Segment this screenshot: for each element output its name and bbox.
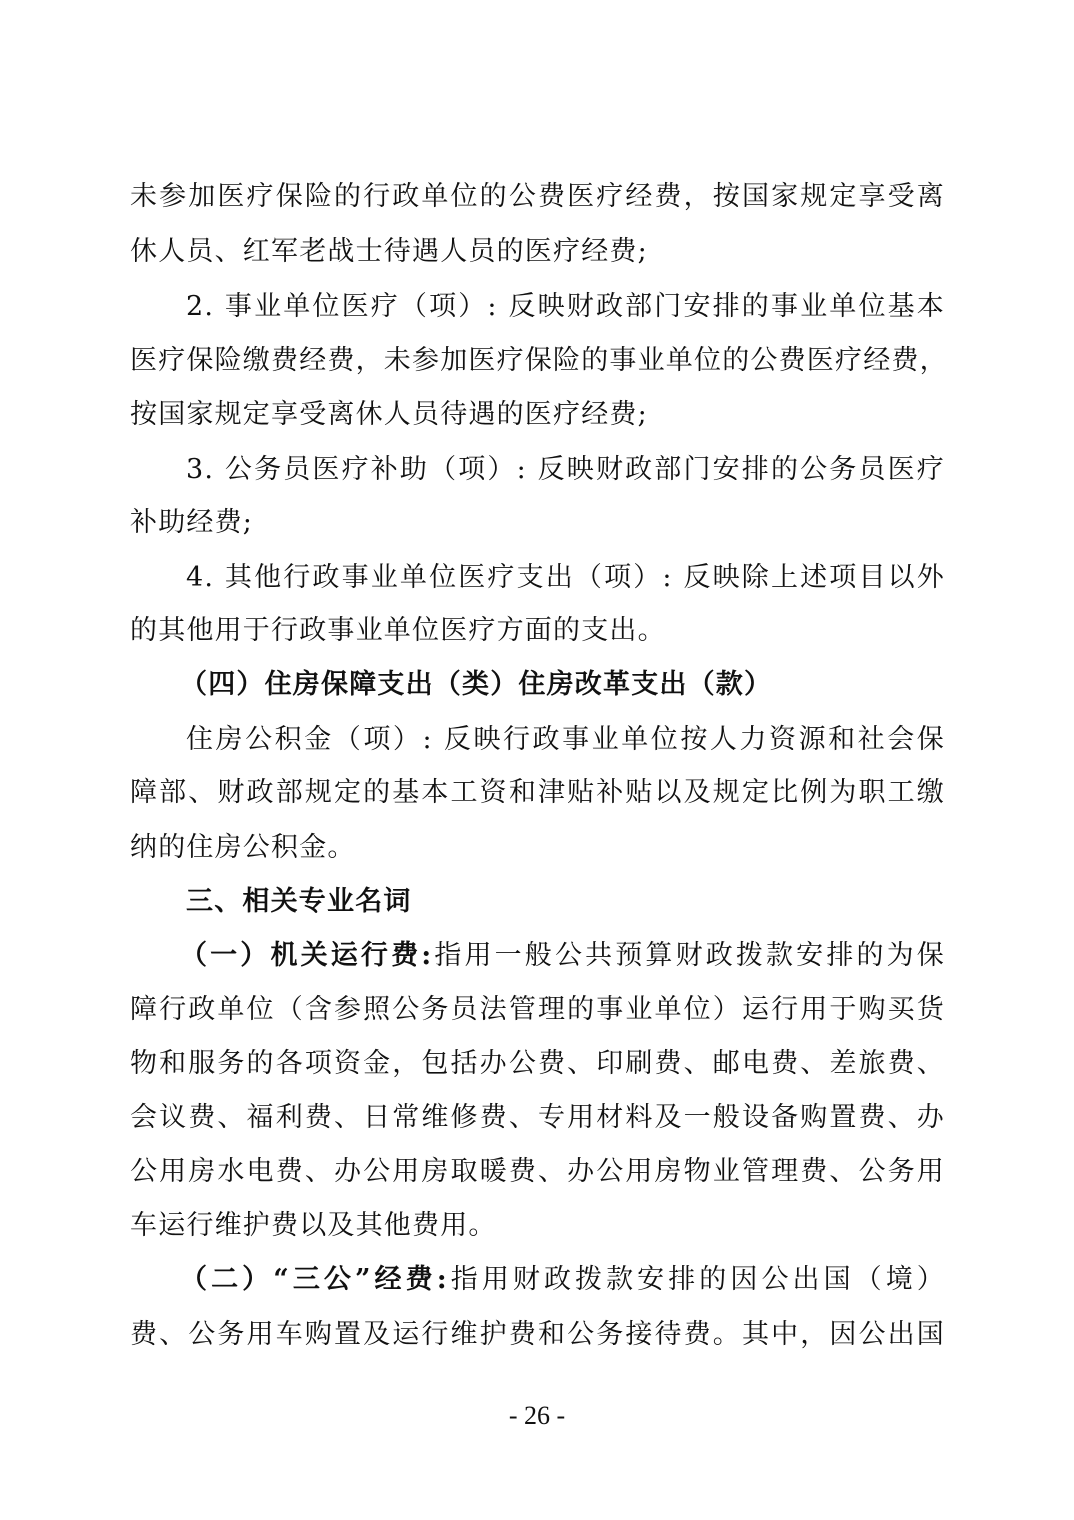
- paragraph-line: [180, 936, 945, 976]
- paragraph-line: 公用房水电费、办公用房取暖费、办公用房物业管理费、公务用: [130, 1156, 945, 1187]
- section-heading: （四）住房保障支出（类）住房改革支出（款）: [180, 669, 773, 700]
- term-label: （一）机关运行费:: [180, 940, 433, 971]
- paragraph-line: 未参加医疗保险的行政单位的公费医疗经费，按国家规定享受离: [130, 181, 945, 212]
- paragraph-line: 车运行维护费以及其他费用。: [130, 1210, 497, 1241]
- paragraph-line: [180, 1260, 945, 1300]
- paragraph-line: 3. 公务员医疗补助（项）: 反映财政部门安排的公务员医疗: [186, 454, 945, 485]
- page-number: - 26 -: [508, 1401, 566, 1430]
- paragraph-line: 障行政单位（含参照公务员法管理的事业单位）运行用于购买货: [130, 994, 945, 1025]
- paragraph-line: 按国家规定享受离休人员待遇的医疗经费;: [130, 399, 648, 430]
- paragraph-line: 纳的住房公积金。: [130, 832, 356, 863]
- term-definition: 指用一般公共预算财政拨款安排的为保: [432, 940, 945, 971]
- paragraph-line: 住房公积金（项）: 反映行政事业单位按人力资源和社会保: [186, 724, 945, 755]
- paragraph-line: 休人员、红军老战士待遇人员的医疗经费;: [130, 236, 648, 267]
- paragraph-line: 障部、财政部规定的基本工资和津贴补贴以及规定比例为职工缴: [130, 777, 945, 808]
- term-label: （二）“三公”经费:: [180, 1264, 448, 1295]
- paragraph-line: 医疗保险缴费经费，未参加医疗保险的事业单位的公费医疗经费，: [130, 345, 948, 376]
- term-definition: 指用财政拨款安排的因公出国（境）: [447, 1264, 946, 1295]
- paragraph-line: 2. 事业单位医疗（项）: 反映财政部门安排的事业单位基本: [186, 291, 945, 322]
- paragraph-line: 的其他用于行政事业单位医疗方面的支出。: [130, 615, 666, 646]
- paragraph-line: 4. 其他行政事业单位医疗支出（项）: 反映除上述项目以外: [186, 562, 945, 593]
- section-heading: 三、相关专业名词: [186, 886, 412, 917]
- paragraph-line: 会议费、福利费、日常维修费、专用材料及一般设备购置费、办: [130, 1102, 945, 1133]
- paragraph-line: 补助经费;: [130, 507, 254, 538]
- paragraph-line: 物和服务的各项资金，包括办公费、印刷费、邮电费、差旅费、: [130, 1048, 945, 1079]
- paragraph-line: 费、公务用车购置及运行维护费和公务接待费。其中，因公出国: [130, 1319, 945, 1350]
